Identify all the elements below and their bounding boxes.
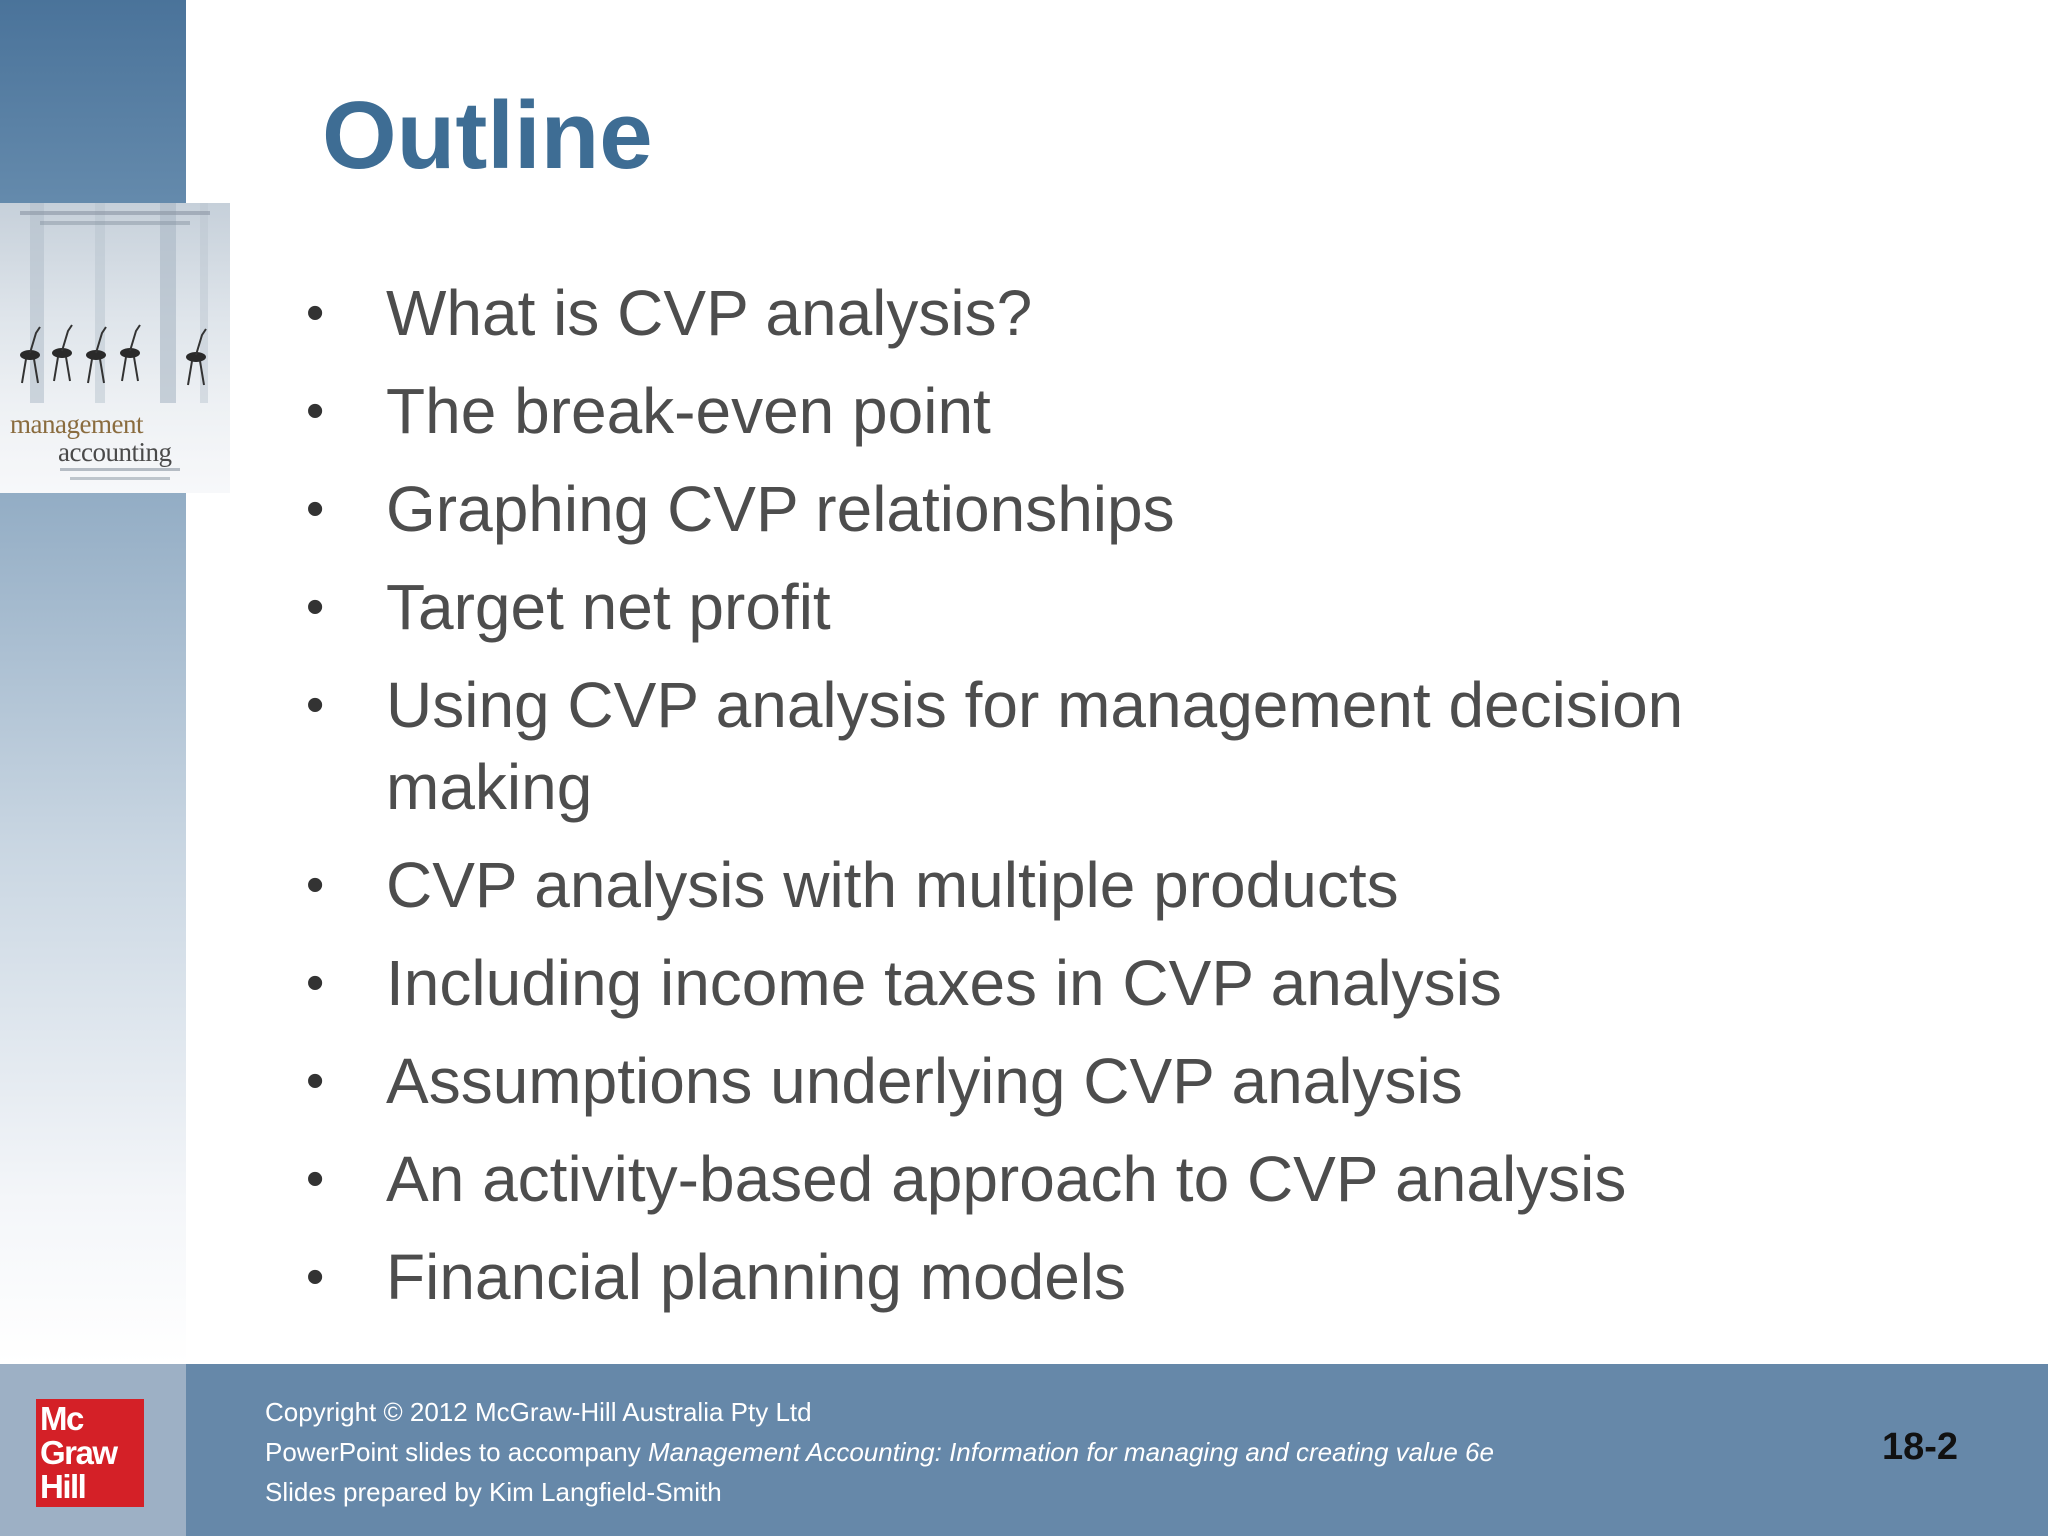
- book-title: Management Accounting: Information for managing and creating value 6e: [647, 1437, 1494, 1467]
- cover-title-management: management: [10, 409, 143, 439]
- bullet-item: • CVP analysis with multiple products: [296, 844, 1856, 926]
- logo-text-mc: Mc: [40, 1400, 83, 1437]
- logo-text-graw: Graw: [40, 1434, 117, 1471]
- bullet-item: • An activity-based approach to CVP analysis: [296, 1138, 1856, 1220]
- outline-bullet-list: [296, 272, 1856, 1334]
- bullet-item: • What is CVP analysis?: [296, 272, 1856, 354]
- bullet-item: • Including income taxes in CVP analysis: [296, 942, 1856, 1024]
- logo-text-hill: Hill: [40, 1468, 86, 1505]
- copyright-line: Copyright © 2012 McGraw-Hill Australia Pty Ltd: [265, 1397, 812, 1427]
- prepared-by-line: Slides prepared by Kim Langfield-Smith: [265, 1477, 722, 1507]
- bullet-item: • Financial planning models: [296, 1236, 1856, 1318]
- book-cover-image: [0, 203, 230, 493]
- footer-bar: [0, 1364, 2048, 1536]
- accompany-line: [265, 1432, 1494, 1472]
- bullet-item: • Assumptions underlying CVP analysis: [296, 1040, 1856, 1122]
- mcgraw-hill-logo: [36, 1399, 144, 1507]
- bullet-item: • The break-even point: [296, 370, 1856, 452]
- cover-title-accounting: accounting: [58, 437, 172, 467]
- footer-credits: [265, 1392, 1494, 1512]
- footer-logo-panel: [0, 1364, 186, 1536]
- slide-number: 18-2: [1881, 1426, 1958, 1468]
- bullet-item: • Graphing CVP relationships: [296, 468, 1856, 550]
- accompany-prefix: PowerPoint slides to accompany: [265, 1437, 648, 1467]
- slide-title: Outline: [322, 82, 653, 189]
- bullet-item: • Using CVP analysis for management decision making: [296, 664, 1856, 828]
- bullet-item: • Target net profit: [296, 566, 1856, 648]
